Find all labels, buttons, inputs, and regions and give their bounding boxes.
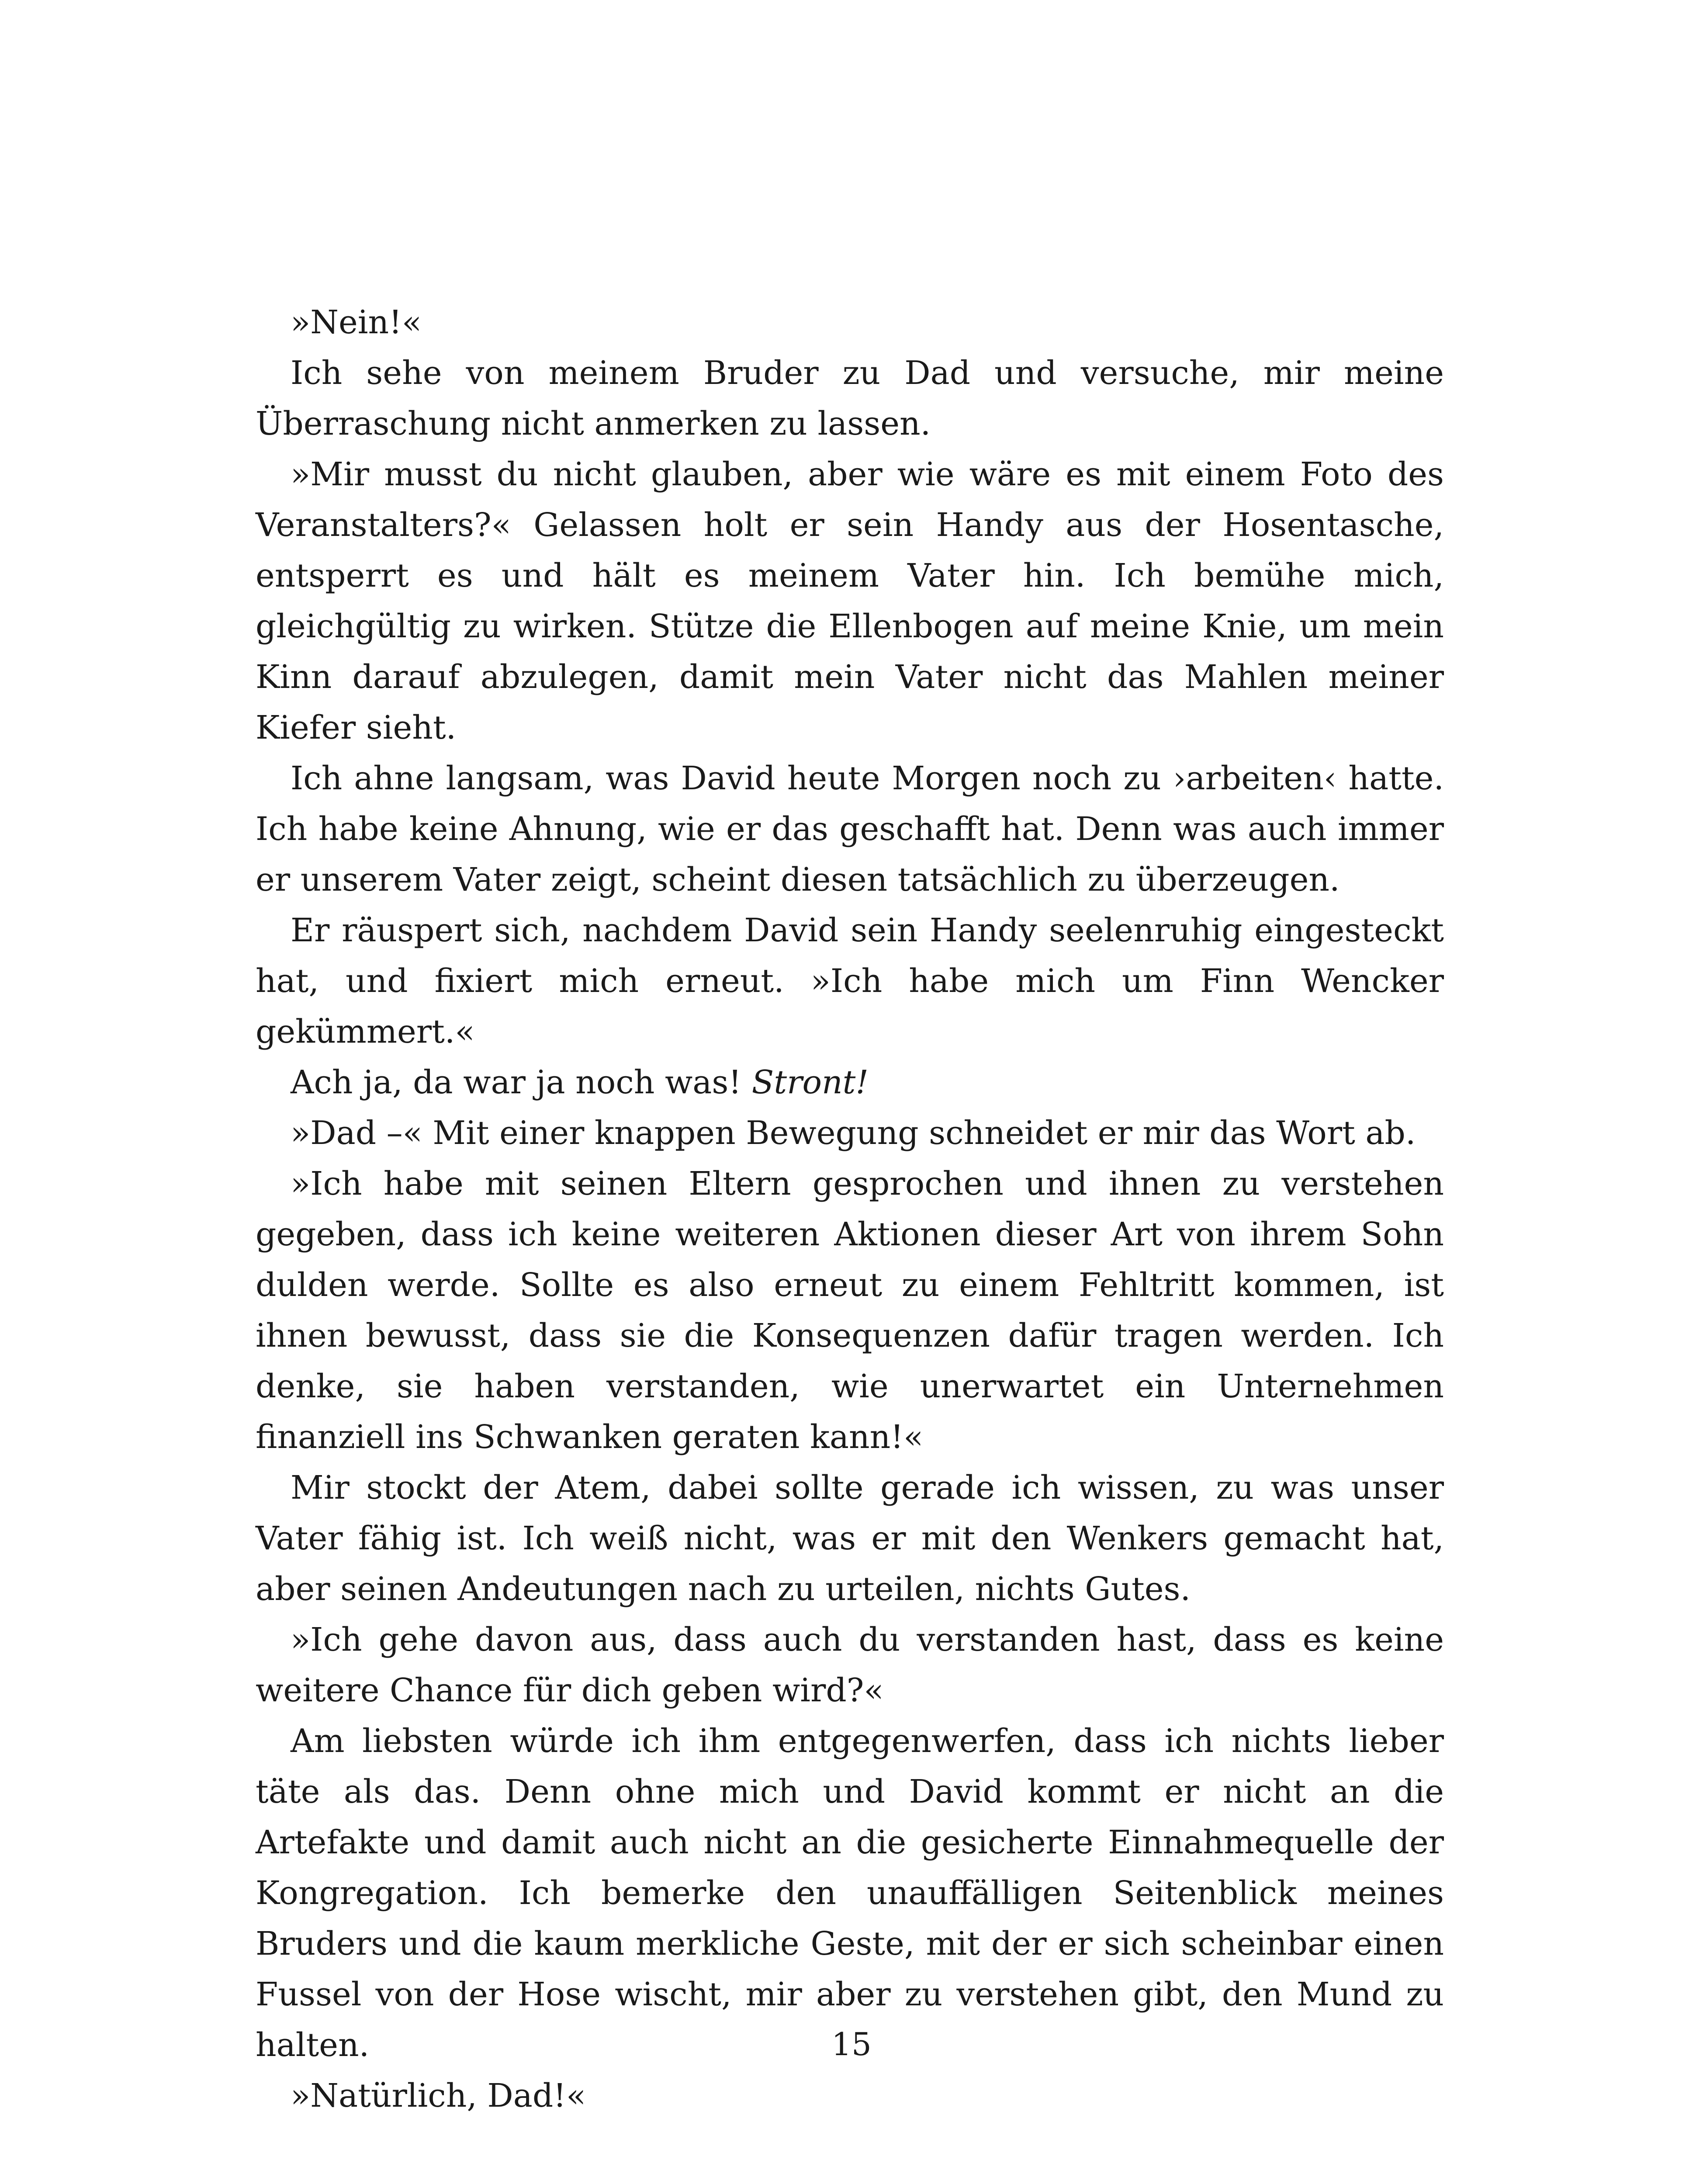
italic-word: Stront!: [751, 1064, 869, 1101]
paragraph: Mir stockt der Atem, dabei sollte gerade ich wissen, zu was unser Vater fähig ist. Ich weiß nicht, was er mit den Wenkers gemacht hat, aber seinen Andeutungen nach zu urteilen, nichts Gutes.: [256, 1469, 1444, 1608]
paragraph: »Nein!«: [291, 304, 422, 341]
body-text: [256, 297, 1444, 2121]
paragraph: »Mir musst du nicht glauben, aber wie wäre es mit einem Foto des Veranstalters?« Gelassen holt er sein Handy aus der Hosentasche, entsperrt es und hält es meinem Vater hin. Ich bemühe mich, gleichgültig zu wirken. Stütze die Ellenbogen auf meine Knie, um mein Kinn darauf abzulegen, damit mein Vater nicht das Mahlen meiner Kiefer sieht.: [256, 456, 1444, 746]
page-number: 15: [831, 2026, 872, 2063]
paragraph: »Ich habe mit seinen Eltern gesprochen und ihnen zu verstehen gegeben, dass ich keine weiteren Aktionen dieser Art von ihrem Sohn dulden werde. Sollte es also erneut zu einem Fehltritt kommen, ist ihnen bewusst, dass sie die Konsequenzen dafür tragen werden. Ich denke, sie haben verstanden, wie unerwartet ein Unternehmen finanziell ins Schwanken geraten kann!«: [256, 1165, 1444, 1456]
paragraph: Ich ahne langsam, was David heute Morgen noch zu ›arbeiten‹ hatte. Ich habe keine Ahnung, wie er das geschafft hat. Denn was auch immer er unserem Vater zeigt, scheint diesen tatsächlich zu überzeugen.: [256, 760, 1444, 898]
paragraph: Am liebsten würde ich ihm entgegenwerfen, dass ich nichts lieber täte als das. Denn ohne mich und David kommt er nicht an die Artefakte und damit auch nicht an die gesicherte Einnahmequelle der Kongregation. Ich bemerke den unauffälligen Seitenblick meines Bruders und die kaum merkliche Geste, mit der er sich scheinbar einen Fussel von der Hose wischt, mir aber zu verstehen gibt, den Mund zu halten.: [256, 1722, 1444, 2064]
paragraph: »Natürlich, Dad!«: [291, 2077, 586, 2115]
paragraph: »Ich gehe davon aus, dass auch du verstanden hast, dass es keine weitere Chance für dich geben wird?«: [256, 1621, 1444, 1709]
paragraph: Er räuspert sich, nachdem David sein Handy seelenruhig eingesteckt hat, und fixiert mich erneut. »Ich habe mich um Finn Wencker gekümmert.«: [256, 912, 1444, 1051]
paragraph: Ich sehe von meinem Bruder zu Dad und versuche, mir meine Überraschung nicht anmerken zu lassen.: [256, 354, 1444, 442]
paragraph: Ach ja, da war ja noch was! Stront!: [291, 1064, 869, 1101]
paragraph: »Dad –« Mit einer knappen Bewegung schneidet er mir das Wort ab.: [291, 1114, 1416, 1152]
